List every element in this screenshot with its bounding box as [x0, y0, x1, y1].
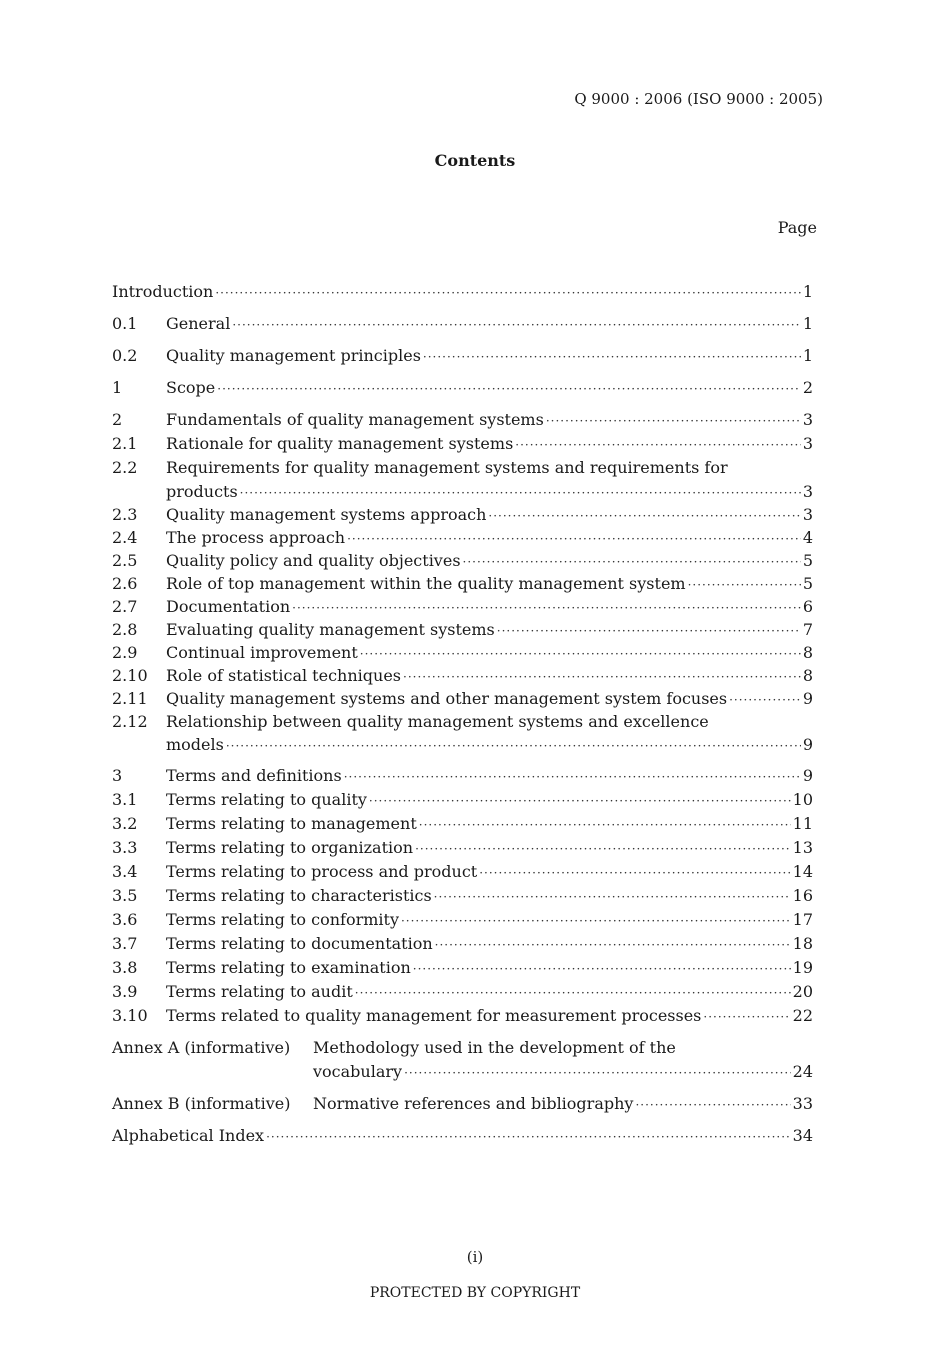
- toc-title: Role of statistical techniques: [166, 666, 401, 685]
- table-of-contents: [112, 280, 813, 1148]
- toc-entry-introduction[interactable]: [112, 280, 813, 304]
- toc-title: Continual improvement: [166, 643, 358, 662]
- toc-entry-2-11[interactable]: [112, 687, 813, 710]
- toc-entry-3-1[interactable]: [112, 788, 813, 812]
- toc-entry-annex-b[interactable]: [112, 1092, 813, 1116]
- toc-number: 3.6: [112, 910, 138, 929]
- toc-title: General: [166, 314, 231, 333]
- toc-page: 10: [792, 790, 813, 809]
- toc-title: Terms relating to quality: [166, 790, 367, 809]
- toc-entry-2-10[interactable]: [112, 664, 813, 687]
- leader-dots: [413, 957, 791, 981]
- toc-title: Normative references and bibliography: [313, 1094, 634, 1113]
- toc-entry-3-5[interactable]: [112, 884, 813, 908]
- toc-entry-2-3[interactable]: [112, 503, 813, 526]
- leader-dots: [688, 574, 801, 597]
- toc-number: 2.4: [112, 528, 138, 547]
- copyright-notice: PROTECTED BY COPYRIGHT: [369, 1285, 581, 1301]
- toc-entry-annex-a[interactable]: [112, 1036, 813, 1060]
- toc-page: 13: [792, 838, 813, 857]
- toc-number: 2.9: [112, 643, 138, 662]
- toc-number: 2: [112, 410, 123, 429]
- leader-dots: [434, 885, 791, 909]
- toc-number: 2.10: [112, 666, 148, 685]
- toc-entry-annex-a-continued[interactable]: [112, 1060, 813, 1084]
- toc-title: Documentation: [166, 597, 291, 616]
- toc-entry-3-6[interactable]: [112, 908, 813, 932]
- toc-entry-0-2[interactable]: [112, 344, 813, 368]
- toc-number: 2.11: [112, 689, 148, 708]
- toc-number: 3.3: [112, 838, 138, 857]
- toc-number: 3.1: [112, 790, 138, 809]
- toc-page: 1: [802, 346, 813, 365]
- toc-title: Terms related to quality management for measurement processes: [166, 1006, 702, 1025]
- toc-title: Role of top management within the quality management system: [166, 574, 686, 593]
- toc-title: The process approach: [166, 528, 346, 547]
- toc-page: 2: [802, 378, 813, 397]
- leader-dots: [266, 1125, 791, 1149]
- document-code: Q 9000 : 2006 (ISO 9000 : 2005): [574, 90, 823, 108]
- toc-title: Quality management systems approach: [166, 505, 487, 524]
- toc-entry-3-10[interactable]: [112, 1004, 813, 1028]
- toc-entry-3[interactable]: [112, 764, 813, 788]
- toc-number: 2.3: [112, 505, 138, 524]
- toc-page: 3: [802, 434, 813, 453]
- toc-page: 6: [802, 597, 813, 616]
- toc-entry-3-2[interactable]: [112, 812, 813, 836]
- toc-number: 2.8: [112, 620, 138, 639]
- toc-title: Terms relating to process and product: [166, 862, 478, 881]
- toc-title: Terms relating to audit: [166, 982, 353, 1001]
- annex-label: Annex A (informative): [112, 1038, 291, 1057]
- toc-page: 22: [792, 1006, 813, 1025]
- toc-title: Terms relating to examination: [166, 958, 411, 977]
- leader-dots: [215, 281, 800, 305]
- leader-dots: [217, 377, 801, 401]
- toc-title: Terms relating to documentation: [166, 934, 433, 953]
- toc-entry-3-9[interactable]: [112, 980, 813, 1004]
- toc-entry-2-4[interactable]: [112, 526, 813, 549]
- toc-number: 3.5: [112, 886, 138, 905]
- toc-page: 19: [792, 958, 813, 977]
- leader-dots: [479, 861, 790, 885]
- leader-dots: [226, 735, 801, 758]
- toc-page: 9: [802, 689, 813, 708]
- toc-number: 3.10: [112, 1006, 148, 1025]
- leader-dots: [369, 789, 791, 813]
- toc-title: Evaluating quality management systems: [166, 620, 495, 639]
- toc-page: 8: [802, 643, 813, 662]
- leader-dots: [463, 551, 801, 574]
- toc-number: 2.12: [112, 712, 148, 731]
- toc-title: Quality policy and quality objectives: [166, 551, 461, 570]
- toc-title: Quality management principles: [166, 346, 421, 365]
- leader-dots: [403, 666, 801, 689]
- toc-page: 16: [792, 886, 813, 905]
- toc-page: 17: [792, 910, 813, 929]
- annex-label: Annex B (informative): [112, 1094, 291, 1113]
- toc-page: 1: [802, 314, 813, 333]
- toc-number: 3.8: [112, 958, 138, 977]
- toc-entry-2-7[interactable]: [112, 595, 813, 618]
- toc-page: 9: [802, 735, 813, 754]
- toc-number: 3.2: [112, 814, 138, 833]
- toc-page: 5: [802, 551, 813, 570]
- toc-title: Scope: [166, 378, 216, 397]
- leader-dots: [419, 813, 791, 837]
- toc-page: 1: [802, 282, 813, 301]
- toc-page: 5: [802, 574, 813, 593]
- toc-title: Terms relating to conformity: [166, 910, 399, 929]
- leader-dots: [515, 433, 801, 457]
- leader-dots: [232, 313, 800, 337]
- toc-title: Terms relating to management: [166, 814, 417, 833]
- toc-title: Requirements for quality management systems and requirements for: [166, 458, 728, 477]
- toc-entry-2-2[interactable]: [112, 456, 813, 480]
- leader-dots: [360, 643, 801, 666]
- toc-entry-2-9[interactable]: [112, 641, 813, 664]
- toc-title: Terms and definitions: [166, 766, 342, 785]
- toc-number: 3.9: [112, 982, 138, 1001]
- toc-page: 9: [802, 766, 813, 785]
- toc-entry-3-7[interactable]: [112, 932, 813, 956]
- toc-page: 33: [792, 1094, 813, 1113]
- toc-entry-2-12[interactable]: [112, 710, 813, 733]
- toc-entry-1[interactable]: [112, 376, 813, 400]
- toc-entry-2-5[interactable]: [112, 549, 813, 572]
- toc-title: Alphabetical Index: [112, 1126, 265, 1145]
- toc-page: 11: [792, 814, 813, 833]
- leader-dots: [703, 1005, 790, 1029]
- page-number: (i): [466, 1248, 484, 1266]
- toc-number: 3.7: [112, 934, 138, 953]
- toc-entry-2-8[interactable]: [112, 618, 813, 641]
- toc-page: 24: [792, 1062, 813, 1081]
- toc-number: 2.2: [112, 458, 138, 477]
- leader-dots: [401, 909, 791, 933]
- leader-dots: [488, 505, 800, 528]
- toc-entry-0-1[interactable]: [112, 312, 813, 336]
- toc-entry-alphabetical-index[interactable]: [112, 1124, 813, 1148]
- toc-title: Terms relating to characteristics: [166, 886, 432, 905]
- toc-number: 2.7: [112, 597, 138, 616]
- toc-page: 14: [792, 862, 813, 881]
- toc-page: 34: [792, 1126, 813, 1145]
- toc-number: 0.2: [112, 346, 138, 365]
- toc-page: 7: [802, 620, 813, 639]
- leader-dots: [415, 837, 791, 861]
- toc-number: 0.1: [112, 314, 138, 333]
- toc-page: 3: [802, 505, 813, 524]
- toc-number: 2.6: [112, 574, 138, 593]
- toc-number: 3: [112, 766, 123, 785]
- toc-entry-3-8[interactable]: [112, 956, 813, 980]
- toc-entry-2[interactable]: [112, 408, 813, 432]
- toc-title: Relationship between quality management systems and excellence: [166, 712, 709, 731]
- toc-title: Rationale for quality management systems: [166, 434, 514, 453]
- toc-title-continued: products: [166, 482, 238, 501]
- toc-number: 2.5: [112, 551, 138, 570]
- leader-dots: [635, 1093, 790, 1117]
- toc-title: Methodology used in the development of the: [313, 1038, 676, 1057]
- toc-page: 3: [802, 410, 813, 429]
- toc-entry-2-1[interactable]: [112, 432, 813, 456]
- toc-title: Terms relating to organization: [166, 838, 414, 857]
- leader-dots: [292, 597, 801, 620]
- leader-dots: [435, 933, 791, 957]
- toc-page: 3: [802, 482, 813, 501]
- leader-dots: [355, 981, 791, 1005]
- toc-page: 20: [792, 982, 813, 1001]
- toc-number: 3.4: [112, 862, 138, 881]
- leader-dots: [240, 482, 801, 505]
- leader-dots: [423, 345, 801, 369]
- toc-entry-2-12-continued[interactable]: [112, 733, 813, 756]
- toc-entry-3-4[interactable]: [112, 860, 813, 884]
- leader-dots: [347, 528, 801, 551]
- leader-dots: [344, 765, 801, 789]
- leader-dots: [404, 1061, 791, 1085]
- toc-title: Quality management systems and other management system focuses: [166, 689, 728, 708]
- page-column-label: Page: [777, 218, 817, 237]
- toc-title: Fundamentals of quality management systems: [166, 410, 544, 429]
- toc-number: 1: [112, 378, 123, 397]
- toc-page: 18: [792, 934, 813, 953]
- toc-entry-2-6[interactable]: [112, 572, 813, 595]
- toc-entry-3-3[interactable]: [112, 836, 813, 860]
- toc-title-continued: models: [166, 735, 224, 754]
- leader-dots: [546, 409, 801, 433]
- toc-title-continued: vocabulary: [313, 1062, 403, 1081]
- toc-page: 4: [802, 528, 813, 547]
- leader-dots: [729, 689, 801, 712]
- toc-page: 8: [802, 666, 813, 685]
- toc-number: 2.1: [112, 434, 138, 453]
- leader-dots: [497, 620, 801, 643]
- page-title: Contents: [434, 151, 516, 170]
- toc-title: Introduction: [112, 282, 214, 301]
- toc-entry-2-2-continued[interactable]: [112, 480, 813, 503]
